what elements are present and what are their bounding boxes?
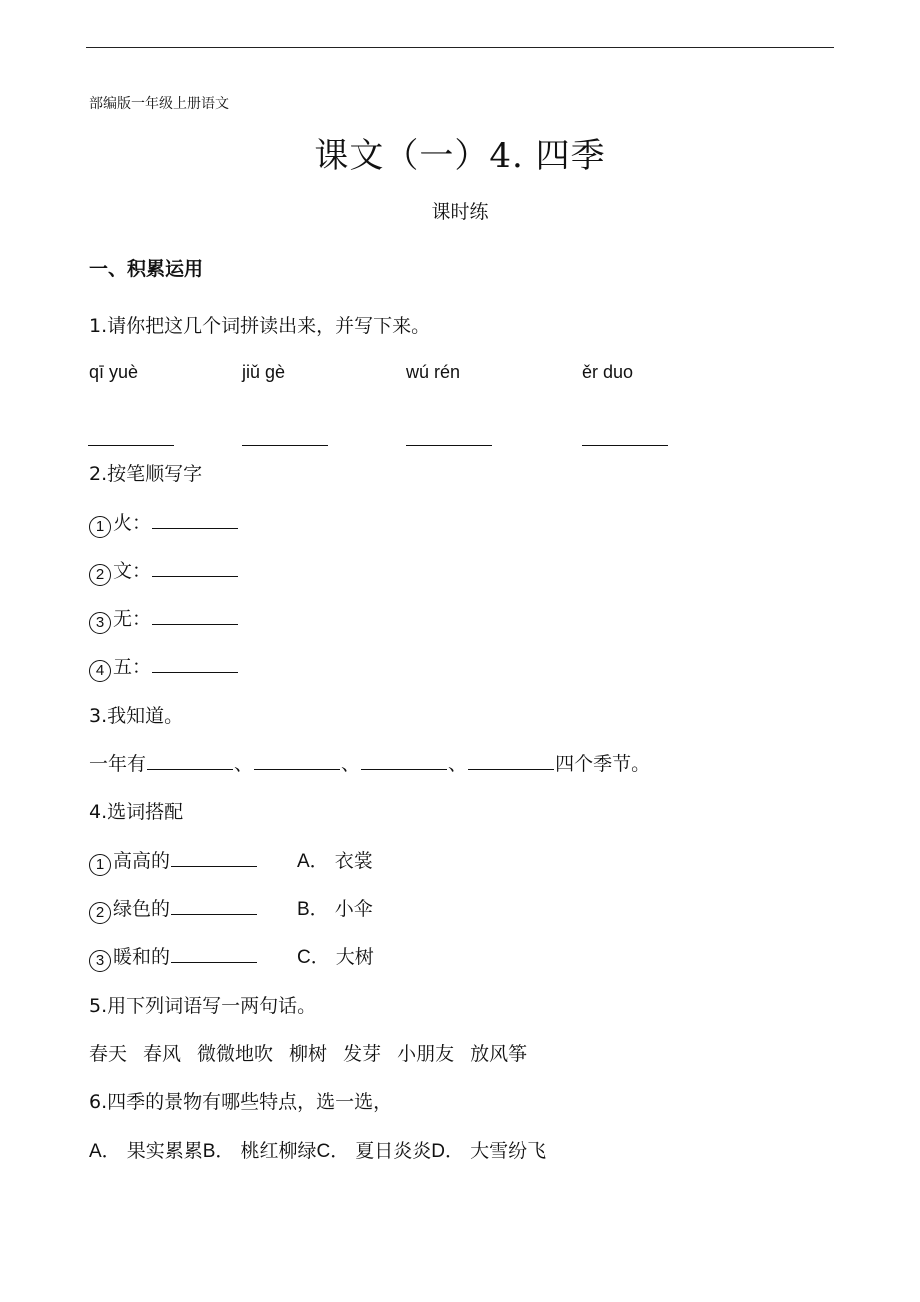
header-rule (86, 47, 834, 48)
q4-phrase: 高高的 (113, 850, 171, 872)
q4-phrase: 暖和的 (113, 946, 171, 968)
q3-separator: 、 (234, 753, 254, 775)
option-label: A． (89, 1141, 121, 1162)
section-heading: 一、积累运用 (89, 258, 204, 280)
q3-prefix: 一年有 (89, 753, 147, 775)
q2-item-2 (89, 556, 239, 586)
q2-answer-blank[interactable] (152, 576, 238, 577)
q2-char: 火： (113, 512, 152, 534)
option-text: 夏日炎炎 (355, 1140, 432, 1162)
q2-answer-blank[interactable] (152, 528, 238, 529)
q4-option-b (297, 894, 373, 921)
q2-answer-blank[interactable] (152, 672, 238, 673)
q4-item-2 (89, 894, 258, 924)
option-label: C． (316, 1141, 350, 1162)
q1-answer-blank-4[interactable] (582, 431, 668, 450)
circled-number: 1 (89, 854, 111, 876)
q2-char: 五： (113, 656, 152, 678)
q5-word: 小朋友 (397, 1043, 455, 1065)
q2-prompt: 2.按笔顺写字 (89, 463, 203, 485)
circled-number: 4 (89, 660, 111, 682)
option-text: 桃红柳绿 (240, 1140, 317, 1162)
page-subtitle: 课时练 (431, 201, 489, 223)
q4-prompt: 4.选词搭配 (89, 801, 184, 823)
option-label: A． (297, 851, 329, 872)
q4-answer-blank[interactable] (171, 866, 257, 867)
circled-number: 3 (89, 612, 111, 634)
q4-option-a (297, 846, 373, 873)
q2-item-4 (89, 652, 239, 682)
q3-prompt: 3.我知道。 (89, 705, 184, 727)
q1-pinyin-3: wú rén (406, 362, 461, 382)
q5-prompt: 5.用下列词语写一两句话。 (89, 995, 317, 1017)
header-note: 部编版一年级上册语文 (89, 96, 229, 112)
q4-answer-blank[interactable] (171, 914, 257, 915)
q4-phrase: 绿色的 (113, 898, 171, 920)
page-title: 课文（一）4. 四季 (314, 136, 606, 176)
q1-pinyin-4: ěr duo (582, 362, 634, 382)
circled-number: 2 (89, 902, 111, 924)
q4-item-3 (89, 942, 258, 972)
q5-word: 放风筝 (470, 1043, 528, 1065)
q3-blank-3[interactable] (361, 769, 447, 770)
q3-blank-4[interactable] (468, 769, 554, 770)
q2-item-1 (89, 508, 239, 538)
q5-word-list (89, 1039, 527, 1066)
q5-word: 发芽 (343, 1043, 382, 1065)
q5-word: 春风 (143, 1043, 182, 1065)
q4-answer-blank[interactable] (171, 962, 257, 963)
q5-word: 微微地吹 (197, 1043, 274, 1065)
q1-prompt: 1.请你把这几个词拼读出来，并写下来。 (89, 315, 431, 337)
circled-number: 1 (89, 516, 111, 538)
option-word: 小伞 (334, 898, 373, 920)
option-word: 衣裳 (334, 850, 373, 872)
option-text: 果实累累 (126, 1140, 203, 1162)
option-label: B． (297, 899, 329, 920)
option-text: 大雪纷飞 (470, 1140, 547, 1162)
q1-answer-blank-3[interactable] (406, 431, 492, 450)
option-label: C． (297, 947, 330, 968)
q1-pinyin-2: jiǔ gè (242, 362, 286, 382)
q3-blank-2[interactable] (254, 769, 340, 770)
option-label: B． (202, 1141, 235, 1162)
option-word: 大树 (335, 946, 374, 968)
circled-number: 3 (89, 950, 111, 972)
q1-pinyin-1: qī yuè (89, 362, 139, 382)
q3-sentence (89, 749, 650, 776)
q6-prompt: 6.四季的景物有哪些特点，选一选， (89, 1091, 393, 1113)
q2-answer-blank[interactable] (152, 624, 238, 625)
q4-item-1 (89, 846, 258, 876)
q2-char: 无： (113, 608, 152, 630)
option-label: D． (431, 1141, 465, 1162)
q1-answer-blank-2[interactable] (242, 431, 328, 450)
q2-char: 文： (113, 560, 152, 582)
q2-item-3 (89, 604, 239, 634)
circled-number: 2 (89, 564, 111, 586)
q3-separator: 、 (341, 753, 361, 775)
q3-blank-1[interactable] (147, 769, 233, 770)
q6-options (89, 1136, 546, 1163)
q1-answer-blank-1[interactable] (88, 431, 174, 450)
q3-separator: 、 (448, 753, 468, 775)
q3-suffix: 四个季节。 (555, 753, 651, 775)
q4-option-c (297, 942, 374, 969)
q5-word: 柳树 (289, 1043, 328, 1065)
q5-word: 春天 (89, 1043, 128, 1065)
